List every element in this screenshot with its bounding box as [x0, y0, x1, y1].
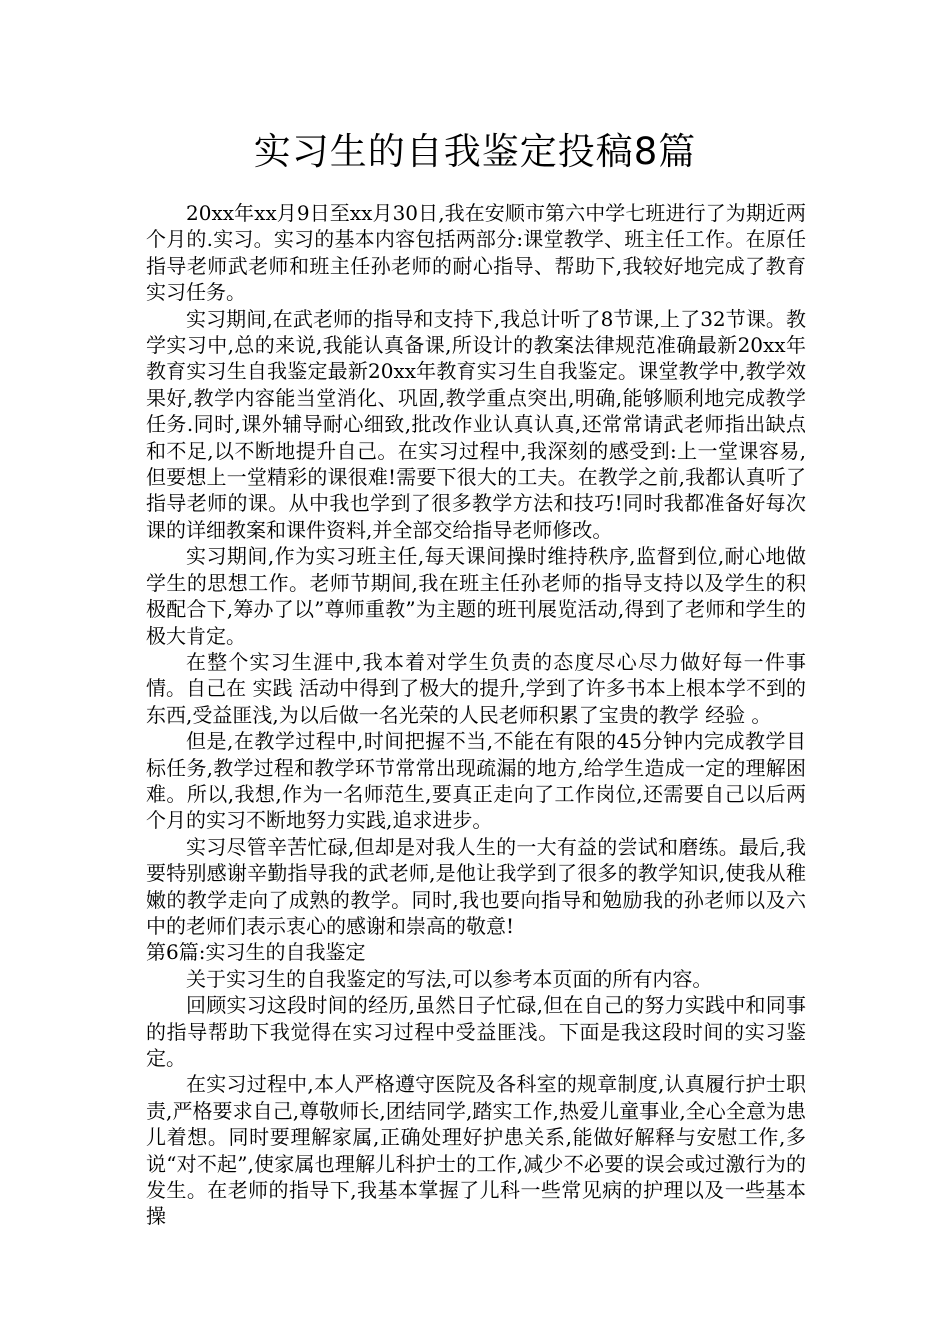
document-body — [146, 200, 806, 1230]
paragraph: 但是,在教学过程中,时间把握不当,不能在有限的45分钟内完成教学目标任务,教学过程和教学环节常常出现疏漏的地方,给学生造成一定的理解困难。所以,我想,作为一名师范生,要真正走向了工作岗位,还需要自己以后两个月的实习不断地努力实践,追求进步。 — [146, 729, 806, 833]
paragraph: 实习期间,在武老师的指导和支持下,我总计听了8节课,上了32节课。教学实习中,总的来说,我能认真备课,所设计的教案法律规范准确最新20xx年教育实习生自我鉴定最新20xx年教育实习生自我鉴定。课堂教学中,教学效果好,教学内容能当堂消化、巩固,教学重点突出,明确,能够顺利地完成教学任务.同时,课外辅导耐心细致,批改作业认真认真,还常常请武老师指出缺点和不足,以不断地提升自己。在实习过程中,我深刻的感受到:上一堂课容易,但要想上一堂精彩的课很难!需要下很大的工夫。在教学之前,我都认真听了指导老师的课。从中我也学到了很多教学方法和技巧!同时我都准备好每次课的详细教案和课件资料,并全部交给指导老师修改。 — [146, 306, 806, 542]
document-title: 实习生的自我鉴定投稿8篇 — [253, 130, 697, 173]
paragraph: 回顾实习这段时间的经历,虽然日子忙碌,但在自己的努力实践中和同事的指导帮助下我觉得在实习过程中受益匪浅。下面是我这段时间的实习鉴定。 — [146, 993, 806, 1070]
section-heading: 第6篇:实习生的自我鉴定 — [146, 940, 366, 965]
paragraph: 实习期间,作为实习班主任,每天课间操时维持秩序,监督到位,耐心地做学生的思想工作。老师节期间,我在班主任孙老师的指导支持以及学生的积极配合下,筹办了以”尊师重教”为主题的班刊展览活动,得到了老师和学生的极大肯定。 — [146, 544, 806, 648]
paragraph: 在整个实习生涯中,我本着对学生负责的态度尽心尽力做好每一件事情。自己在 实践 活动中得到了极大的提升,学到了许多书本上根本学不到的东西,受益匪浅,为以后做一名光荣的人民老师积累了宝贵的教学 经验 。 — [146, 649, 806, 727]
paragraph: 关于实习生的自我鉴定的写法,可以参考本页面的所有内容。 — [186, 966, 713, 991]
paragraph: 实习尽管辛苦忙碌,但却是对我人生的一大有益的尝试和磨练。最后,我要特别感谢辛勤指导我的武老师,是他让我学到了很多的教学知识,使我从稚嫩的教学走向了成熟的教学。同时,我也要向指导和勉励我的孙老师以及六中的老师们表示衷心的感谢和崇高的敬意! — [146, 834, 806, 938]
paragraph: 20xx年xx月9日至xx月30日,我在安顺市第六中学七班进行了为期近两个月的.实习。实习的基本内容包括两部分:课堂教学、班主任工作。在原任指导老师武老师和班主任孙老师的耐心指导、帮助下,我较好地完成了教育实习任务。 — [146, 201, 806, 305]
paragraph: 在实习过程中,本人严格遵守医院及各科室的规章制度,认真履行护士职责,严格要求自己,尊敬师长,团结同学,踏实工作,热爱儿童事业,全心全意为患儿着想。同时要理解家属,正确处理好护患关系,能做好解释与安慰工作,多说“对不起”,使家属也理解儿科护士的工作,减少不必要的误会或过激行为的发生。在老师的指导下,我基本掌握了儿科一些常见病的护理以及一些基本操 — [146, 1072, 806, 1229]
